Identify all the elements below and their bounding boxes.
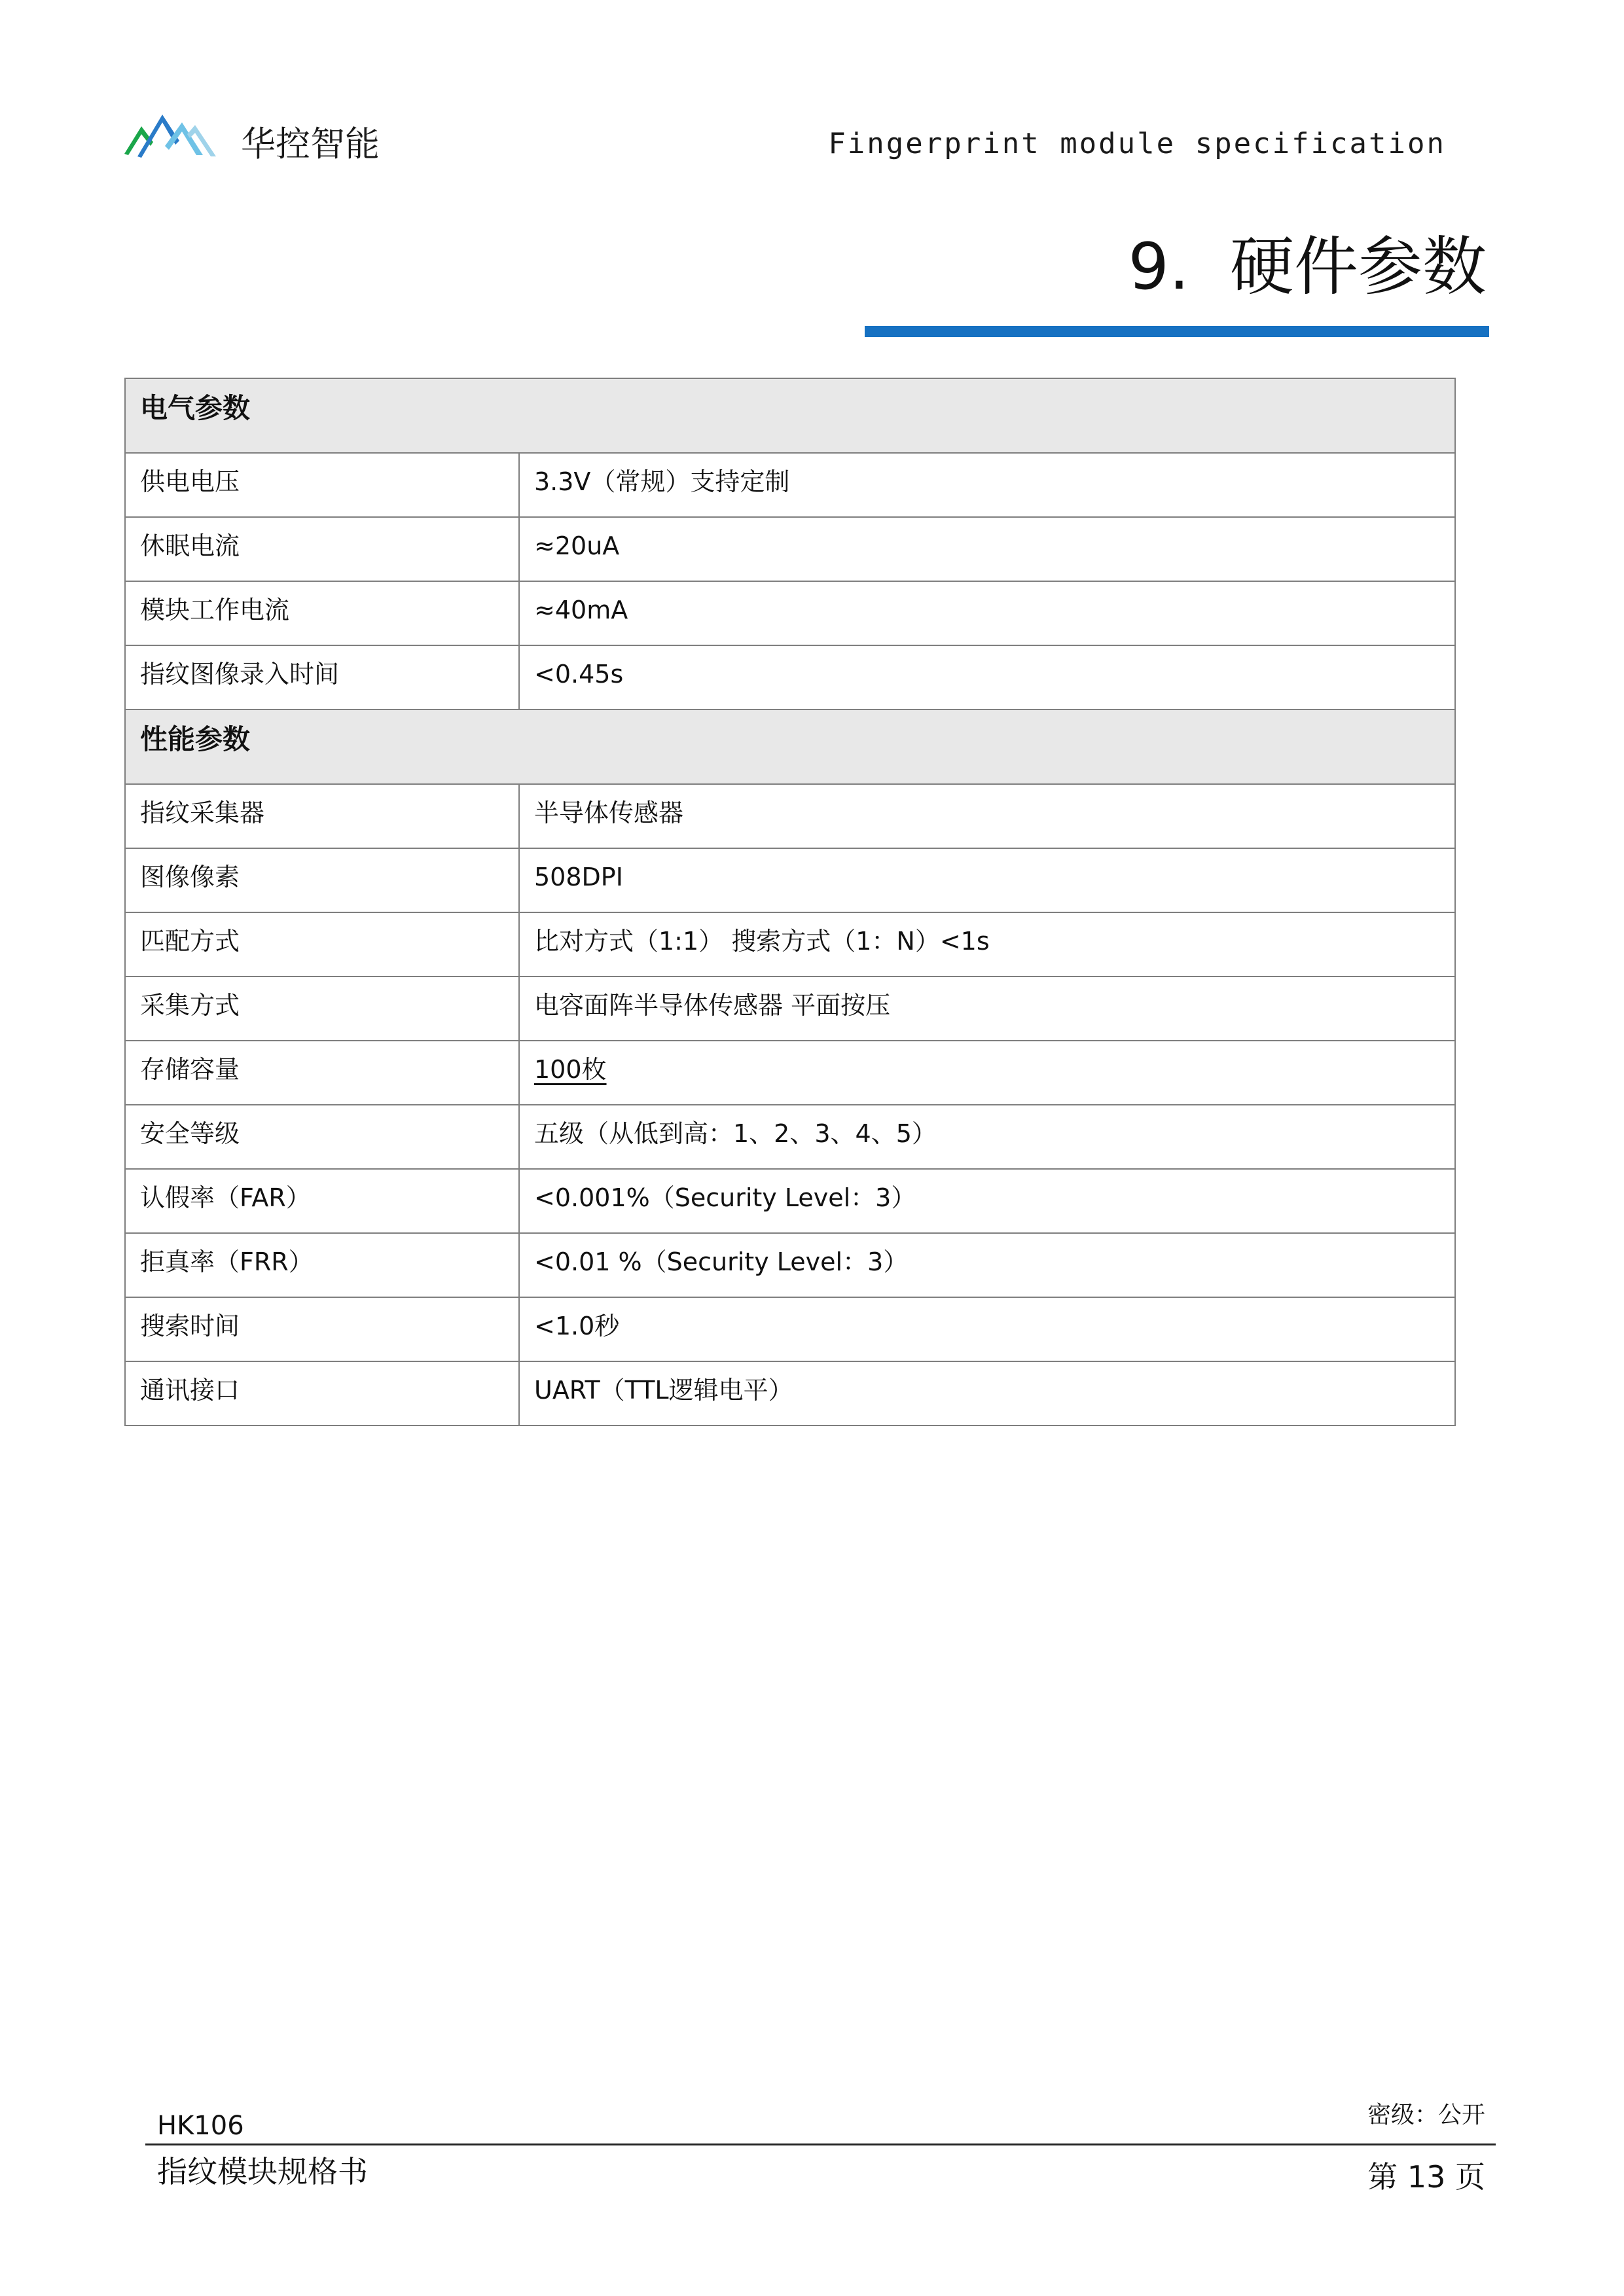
spec-table — [124, 378, 1456, 1426]
group-title: 电气参数 — [125, 378, 1455, 453]
footer-doc-title: 指纹模块规格书 — [157, 2154, 368, 2189]
group-header-electrical — [125, 378, 1455, 453]
table-row — [125, 1297, 1455, 1361]
table-row — [125, 1361, 1455, 1426]
param-label: 指纹图像录入时间 — [125, 645, 519, 709]
param-value-text: 100枚 — [534, 1055, 607, 1084]
param-value: 508DPI — [519, 848, 1455, 912]
param-value: <0.45s — [519, 645, 1455, 709]
param-value: 电容面阵半导体传感器 平面按压 — [519, 977, 1455, 1041]
param-value: 3.3V（常规）支持定制 — [519, 453, 1455, 517]
param-value: UART（TTL逻辑电平） — [519, 1361, 1455, 1426]
param-label: 休眠电流 — [125, 517, 519, 581]
company-logo-icon — [124, 108, 220, 162]
group-title: 性能参数 — [125, 709, 1455, 784]
table-row — [125, 581, 1455, 645]
table-row — [125, 848, 1455, 912]
table-row — [125, 1105, 1455, 1169]
param-label: 图像像素 — [125, 848, 519, 912]
param-value: ≈40mA — [519, 581, 1455, 645]
table-row — [125, 453, 1455, 517]
footer-page-number: 第 13 页 — [1367, 2159, 1485, 2195]
param-value: 半导体传感器 — [519, 784, 1455, 848]
param-value: <1.0秒 — [519, 1297, 1455, 1361]
param-label: 通讯接口 — [125, 1361, 519, 1426]
footer-classification: 密级：公开 — [1367, 2102, 1485, 2128]
table-row — [125, 784, 1455, 848]
param-value: ≈20uA — [519, 517, 1455, 581]
param-label: 搜索时间 — [125, 1297, 519, 1361]
param-value: 五级（从低到高：1、2、3、4、5） — [519, 1105, 1455, 1169]
section-title: 硬件参数 — [1229, 230, 1487, 304]
section-heading-rule — [865, 326, 1489, 337]
table-row — [125, 912, 1455, 977]
table-row — [125, 645, 1455, 709]
footer-divider — [145, 2144, 1496, 2145]
param-label: 安全等级 — [125, 1105, 519, 1169]
param-label: 采集方式 — [125, 977, 519, 1041]
table-row — [125, 977, 1455, 1041]
param-value: <0.01 %（Security Level：3） — [519, 1233, 1455, 1297]
param-label: 匹配方式 — [125, 912, 519, 977]
param-label: 供电电压 — [125, 453, 519, 517]
group-header-performance — [125, 709, 1455, 784]
param-label: 认假率（FAR） — [125, 1169, 519, 1233]
param-value: <0.001%（Security Level：3） — [519, 1169, 1455, 1233]
param-label: 存储容量 — [125, 1041, 519, 1105]
param-label: 指纹采集器 — [125, 784, 519, 848]
param-label: 拒真率（FRR） — [125, 1233, 519, 1297]
param-label: 模块工作电流 — [125, 581, 519, 645]
brand-name: 华控智能 — [241, 124, 380, 164]
param-value: 比对方式（1:1） 搜索方式（1：N）<1s — [519, 912, 1455, 977]
table-row — [125, 517, 1455, 581]
table-row — [125, 1041, 1455, 1105]
header-title: Fingerprint module specification — [828, 127, 1446, 160]
footer-model: HK106 — [157, 2111, 244, 2141]
section-heading — [1128, 228, 1487, 306]
section-number: 9. — [1128, 230, 1189, 304]
param-value — [519, 1041, 1455, 1105]
table-row — [125, 1169, 1455, 1233]
table-row — [125, 1233, 1455, 1297]
